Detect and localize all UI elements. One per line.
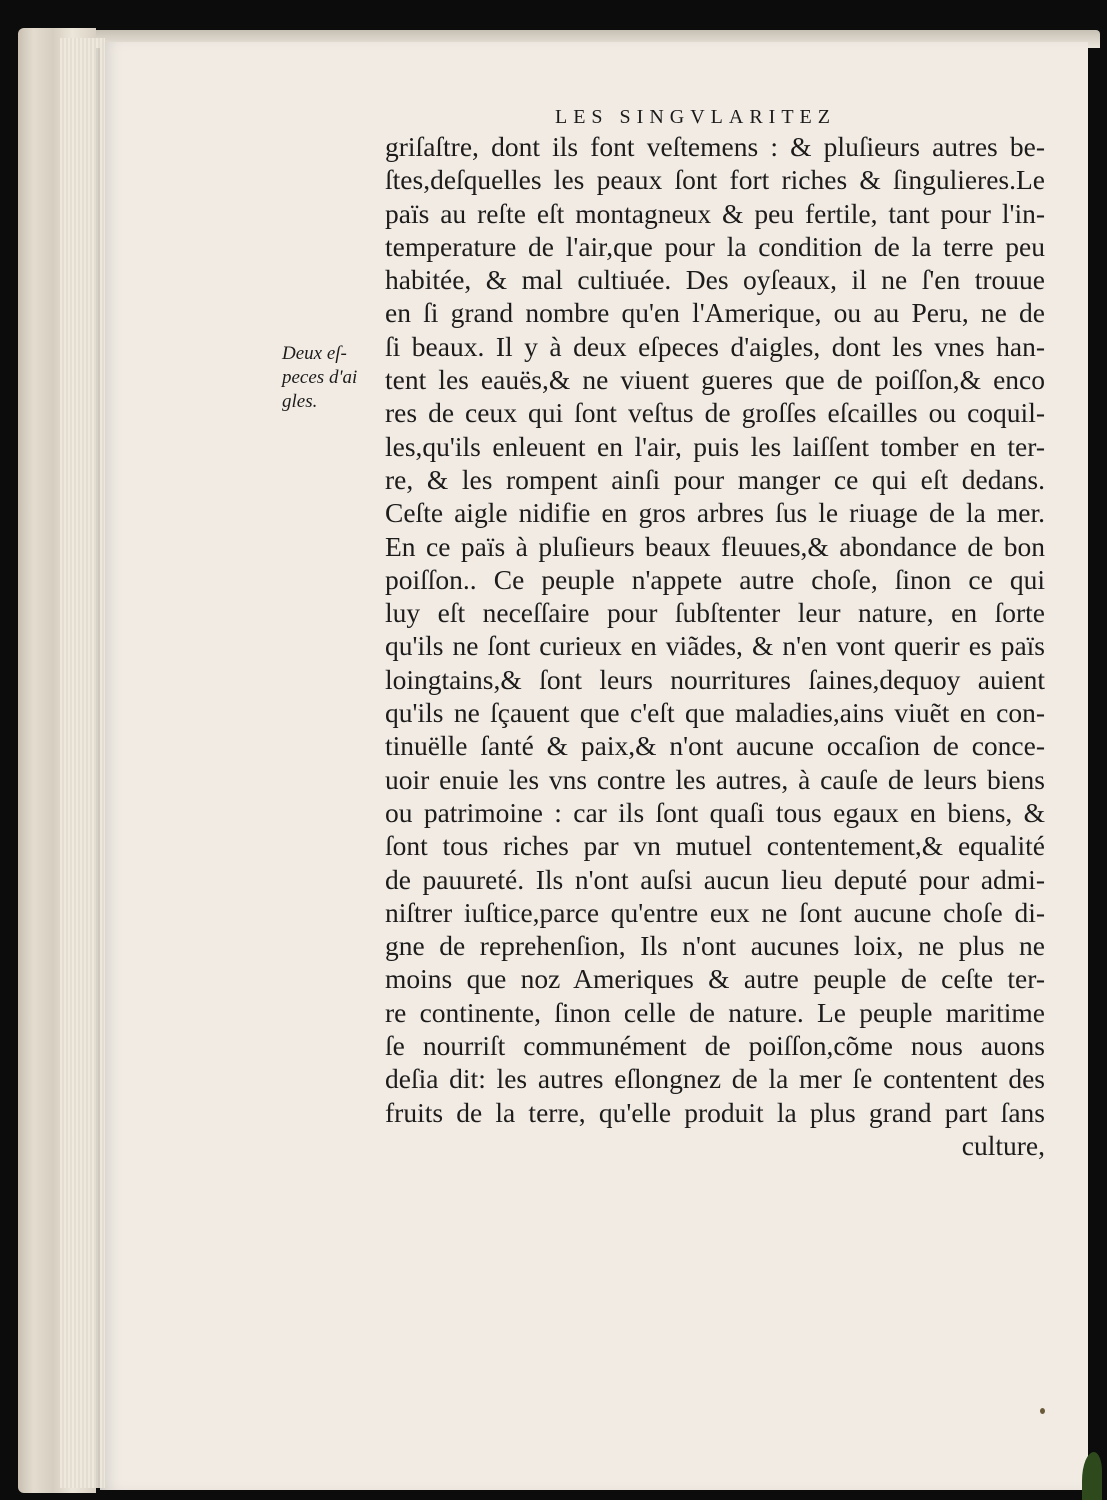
catchword: culture, bbox=[961, 1129, 1045, 1161]
text-line: re, & les rompent ainſi pour manger ce qui eſt dedans. bbox=[385, 463, 1045, 495]
text-line: tent les eauës,& ne viuent gueres que de poiſſon,& enco bbox=[385, 364, 1045, 396]
text-line: uoir enuie les vns contre les autres, à cauſe de leurs biens bbox=[385, 763, 1045, 795]
text-line: deſia dit: les autres eſlongnez de la mer ſe contentent des bbox=[385, 1063, 1045, 1095]
marginal-note-line: peces d'ai bbox=[282, 367, 358, 388]
text-line: gne de reprehenſion, Ils n'ont aucunes loix, ne plus ne bbox=[385, 930, 1045, 962]
text-line: griſaſtre, dont ils font veſtemens : & pluſieurs autres be- bbox=[385, 131, 1045, 162]
text-line: loingtains,& ſont leurs nourritures ſaines,dequoy auient bbox=[385, 663, 1045, 695]
text-line: ſi beaux. Il y à deux eſpeces d'aigles, dont les vnes han- bbox=[385, 330, 1045, 362]
text-line: poiſſon.. Ce peuple n'appete autre choſe, ſinon ce qui bbox=[385, 563, 1045, 595]
leaf-corner bbox=[1082, 1452, 1102, 1500]
text-line: en ſi grand nombre qu'en l'Amerique, ou au Peru, ne de bbox=[385, 297, 1045, 329]
text-line: ſont tous riches par vn mutuel contentement,& equalité bbox=[385, 830, 1045, 862]
running-head: LES SINGVLARITEZ bbox=[555, 106, 836, 128]
text-line: tinuëlle ſanté & paix,& n'ont aucune occaſion de conce- bbox=[385, 730, 1045, 762]
marginal-note bbox=[282, 342, 378, 414]
text-line: niſtrer iuſtice,parce qu'entre eux ne ſont aucune choſe di- bbox=[385, 896, 1045, 928]
text-line: En ce païs à pluſieurs beaux fleuues,& abondance de bon bbox=[385, 530, 1045, 562]
text-line: luy eſt neceſſaire pour ſubſtenter leur nature, en ſorte bbox=[385, 597, 1045, 629]
text-line: ſtes,deſquelles les peaux ſont fort riches & ſingulieres.Le bbox=[385, 164, 1045, 196]
text-line: moins que noz Ameriques & autre peuple de ceſte ter- bbox=[385, 963, 1045, 995]
text-line: ou patrimoine : car ils ſont quaſi tous egaux en biens, & bbox=[385, 796, 1045, 828]
text-line: païs au reſte eſt montagneux & peu fertile, tant pour l'in- bbox=[385, 197, 1045, 229]
text-line: res de ceux qui ſont veſtus de groſſes eſcailles ou coquil- bbox=[385, 397, 1045, 429]
text-line: temperature de l'air,que pour la condition de la terre peu bbox=[385, 230, 1045, 262]
text-line: Ceſte aigle nidifie en gros arbres ſus le riuage de la mer. bbox=[385, 497, 1045, 529]
text-line: habitée, & mal cultiuée. Des oyſeaux, il ne ſ'en trouue bbox=[385, 264, 1045, 296]
text-line: de pauureté. Ils n'ont auſsi aucun lieu deputé pour admi- bbox=[385, 863, 1045, 895]
text-line: ſe nourriſt communément de poiſſon,cõme nous auons bbox=[385, 1030, 1045, 1062]
marginal-note-line: Deux eſ- bbox=[282, 343, 347, 364]
marginal-note-line: gles. bbox=[282, 391, 318, 412]
page-stack-edges bbox=[60, 38, 105, 1488]
text-line: fruits de la terre, qu'elle produit la plus grand part ſans bbox=[385, 1096, 1045, 1128]
body-text bbox=[385, 130, 1045, 1162]
text-line: qu'ils ne ſçauent que c'eſt que maladies,ains viuẽt en con- bbox=[385, 697, 1045, 729]
text-line: les,qu'ils enleuent en l'air, puis les laiſſent tomber en ter- bbox=[385, 430, 1045, 462]
text-line: qu'ils ne ſont curieux en viãdes, & n'en vont querir es païs bbox=[385, 630, 1045, 662]
text-line: re continente, ſinon celle de nature. Le peuple maritime bbox=[385, 996, 1045, 1028]
ink-speck bbox=[1040, 1408, 1045, 1414]
